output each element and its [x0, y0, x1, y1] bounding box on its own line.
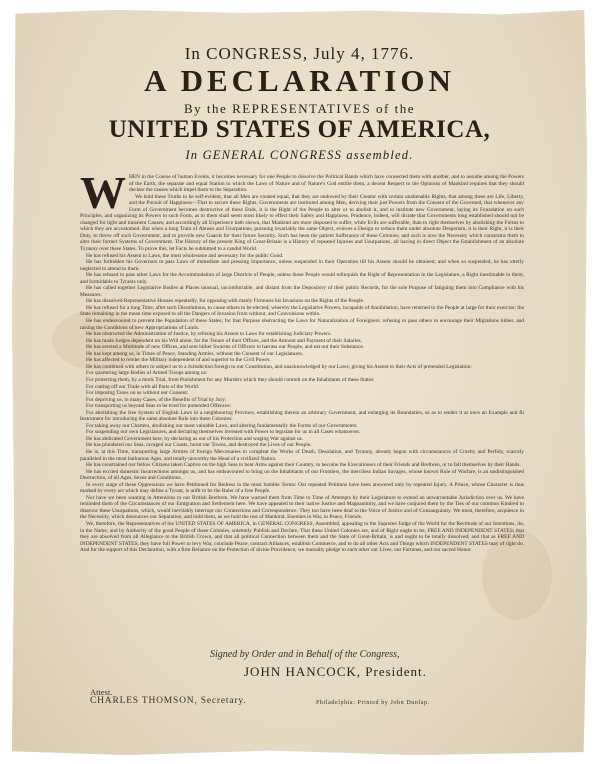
heading-declaration: A DECLARATION — [144, 63, 455, 98]
body-paragraph: He has abdicated Government here, by declaring us out of his Protection and waging War against us. — [86, 435, 304, 442]
signer-name: JOHN HANCOCK, President. — [244, 664, 427, 679]
body-paragraph: We hold these Truths to be self-evident, that all Men are created equal, that they are endowed by their Creator with certain unalienable Rights, that among these are Life, Liberty, and the Pursuit of Happiness—That to secure these Rights, Governments are instituted among Men, deriving their just Powers from the Consent of the Governed, that whenever any Form of Government becomes destructive of these Ends, it is the Right of the People to alter or to abolish it, and to institute new Government, laying its Foundation on such Principles, and organizing its Powers in such Form, as to them shall seem most likely to effect their Safety and Happiness. Prudence, indeed, will dictate that Governments long established should not be changed for light and transient Causes; and accordingly all Experience hath shewn, that Mankind are more disposed to suffer, while Evils are sufferable, than to right themselves by abolishing the Forms to which they are accustomed. But when a long Train of Abuses and Usurpations, pursuing invariably the same Object, evinces a Design to reduce them under absolute Despotism, it is their Right, it is their Duty, to throw off such Government, and to provide new Guards for their future Security. Such has been the patient Sufferance of these Colonies; and such is now the Necessity which constrains them to alter their former Systems of Government. The History of the present King of Great-Britain is a History of repeated Injuries and Usurpations, all having in direct Object the Establishment of an absolute Tyranny over these States. To prove this, let Facts be submitted to a candid World. — [80, 193, 524, 253]
secretary-name: CHARLES THOMSON, Secretary. — [90, 696, 247, 706]
body-paragraph: For imposing Taxes on us without our Consent: — [86, 390, 189, 397]
body-paragraph: For taking away our Charters, abolishing our most valuable Laws, and altering fundamentally the Forms of our Governments: — [86, 422, 358, 429]
body-paragraph: He has plundered our Seas, ravaged our Coasts, burnt our Towns, and destroyed the Lives of our People. — [86, 442, 312, 449]
body-paragraph: For abolishing the free System of English Laws in a neighbouring Province, establishing therein an arbitrary Government, and enlarging its Boundaries, so as to render it at once an Example and fit Instrument for introducing the same absolute Rule into these Colonies: — [80, 409, 524, 423]
body-paragraph: He has made Judges dependent on his Will alone, for the Tenure of their Offices, and the Amount and Payment of their Salaries. — [86, 337, 362, 344]
body-paragraph: We, therefore, the Representatives of the UNITED STATES OF AMERICA, in GENERAL CONGRESS, Assembled, appealing to the Supreme Judge of the World for the Rectitude of our Intentions, do, in the Name, and by Authority of the good People of these Colonies, solemnly Publish and Declare, That these United Colonies are, and of Right ought to be, FREE AND INDEPENDENT STATES; that they are absolved from all Allegiance to the British Crown, and that all political Connection between them and the State of Great-Britain, is and ought to be totally dissolved; and that as FREE AND INDEPENDENT STATES, they have full Power to levy War, conclude Peace, contract Alliances, establish Commerce, and to do all other Acts and Things which INDEPENDENT STATES may of right do. And for the support of this Declaration, with a firm Reliance on the Protection of divine Providence, we mutually pledge to each other our Lives, our Fortunes, and our sacred Honor. — [80, 520, 524, 554]
body-paragraph: For transporting us beyond Seas to be tried for pretended Offences: — [86, 403, 232, 410]
signed-by-line: Signed by Order and in Behalf of the Congress, — [210, 649, 400, 660]
body-paragraph: He has affected to render the Military independent of and superior to the Civil Power. — [86, 357, 271, 364]
printer-imprint: Philadelphia: Printed by John Dunlap. — [316, 700, 430, 706]
body-paragraph: For protecting them, by a mock Trial, from Punishment for any Murders which they should commit on the Inhabitants of these States: — [86, 376, 375, 383]
body-paragraph: He has combined with others to subject us to a Jurisdiction foreign to our Constitution, and unacknowledged by our Laws; giving his Assent to their Acts of pretended Legislation: — [86, 363, 472, 370]
body-paragraph: He is, at this Time, transporting large Armies of foreign Mercenaries to compleat the Works of Death, Desolation, and Tyranny, already begun with circumstances of Cruelty and Perfidy, scarcely paralleled in the most barbarous Ages, and totally unworthy the Head of a civilized Nation. — [80, 448, 524, 462]
heading-representatives: By the REPRESENTATIVES of the — [184, 101, 415, 116]
body-paragraph: He has dissolved Representative Houses repeatedly, for opposing with manly Firmness his Invasions on the Rights of the People. — [86, 298, 365, 305]
opening-paragraph: HEN in the Course of human Events, it becomes necessary for one People to dissolve the Political Bands which have connected them with another, and to assume among the Powers of the Earth, the separate and equal Station to which the Laws of Nature and of Nature's God entitle them, a decent Respect to the Opinions of Mankind requires that they should declare the causes which impel them to the Separation. — [129, 174, 524, 194]
body-paragraph: Nor have we been wanting in Attentions to our British Brethren. We have warned them from Time to Time of Attempts by their Legislature to extend an unwarrantable Jurisdiction over us. We have reminded them of the Circumstances of our Emigration and Settlement here. We have appealed to their native Justice and Magnanimity, and we have conjured them by the Ties of our common Kindred to disavow these Usurpations, which, would inevitably interrupt our Connections and Correspondence. They too have been deaf to the Voice of Justice and of Consanguinity. We must, therefore, acquiesce in the Necessity, which denounces our Separation, and hold them, as we hold the rest of Mankind, Enemies in War, in Peace, Friends. — [80, 494, 524, 521]
declaration-body — [80, 174, 524, 646]
body-paragraph: For suspending our own Legislatures, and declaring themselves invested with Power to legislate for us in all Cases whatsoever. — [86, 429, 361, 436]
body-paragraph: He has forbidden his Governors to pass Laws of immediate and pressing Importance, unless suspended in their Operation till his Assent should be obtained; and when so suspended, he has utterly neglected to attend to them. — [80, 259, 524, 272]
body-paragraph: For quartering large Bodies of Armed Troops among us: — [86, 370, 208, 377]
heading-general-congress: In GENERAL CONGRESS assembled. — [185, 148, 414, 162]
body-paragraph: He has called together Legislative Bodies at Places unusual, uncomfortable, and distant from the Depository of their public Records, for the sole Purpose of fatiguing them into Compliance with his Measures. — [80, 285, 524, 298]
body-paragraph: He has refused to pass other Laws for the Accommodation of large Districts of People, unless those People would relinquish the Right of Representation in the Legislature, a Right inestimable to them, and formidable to Tyrants only. — [80, 272, 524, 285]
body-paragraphs — [80, 194, 524, 554]
body-paragraph: He has refused for a long Time, after such Dissolutions, to cause others to be elected; whereby the Legislative Powers, incapable of Annihilation, have returned to the People at large for their exercise; the State remaining in the mean time exposed to all the Dangers of Invasion from without, and Convulsions within. — [80, 304, 524, 318]
body-paragraph: For cutting off our Trade with all Parts of the World: — [86, 383, 200, 390]
attest-label: Attest. — [90, 687, 113, 697]
body-paragraph: He has endeavoured to prevent the Population of these States; for that Purpose obstructing the Laws for Naturalization of Foreigners; refusing to pass others to encourage their Migrations hither, and raising the Conditions of new Appropriations of Lands. — [80, 318, 524, 331]
heading-congress-date: In CONGRESS, July 4, 1776. — [184, 44, 415, 63]
body-paragraph: For depriving us, in many Cases, of the Benefits of Trial by Jury: — [86, 396, 227, 403]
body-paragraph: He has refused his Assent to Laws, the most wholesome and necessary for the public Good. — [86, 252, 284, 259]
body-paragraph: In every stage of these Oppressions we have Petitioned for Redress in the most humble Terms: Our repeated Petitions have been answered only by repeated Injury. A Prince, whose Character is thus marked by every act which may define a Tyrant, is unfit to be the Ruler of a free People. — [80, 481, 524, 495]
body-paragraph: He has erected a Multitude of new Offices, and sent hither Swarms of Officers to harrass our People, and eat out their Substance. — [86, 344, 365, 351]
body-paragraph: He has kept among us, in Times of Peace, Standing Armies, without the Consent of our Legislatures. — [86, 350, 304, 357]
body-paragraph: He has excited domestic Insurrections amongst us, and has endeavoured to bring on the Inhabitants of our Frontiers, the merciless Indian Savages, whose known Rule of Warfare, is an undistinguished Destruction, of all Ages, Sexes and Conditions. — [80, 468, 524, 482]
drop-cap: W — [80, 174, 126, 218]
body-paragraph: He has constrained our fellow Citizens taken Captive on the high Seas to bear Arms against their Country, to become the Executioners of their Friends and Brethren, or to fall themselves by their Hands. — [86, 462, 521, 469]
body-paragraph: He has obstructed the Administration of Justice, by refusing his Assent to Laws for establishing Judiciary Powers. — [86, 331, 332, 338]
heading-united-states: UNITED STATES OF AMERICA, — [108, 116, 491, 143]
